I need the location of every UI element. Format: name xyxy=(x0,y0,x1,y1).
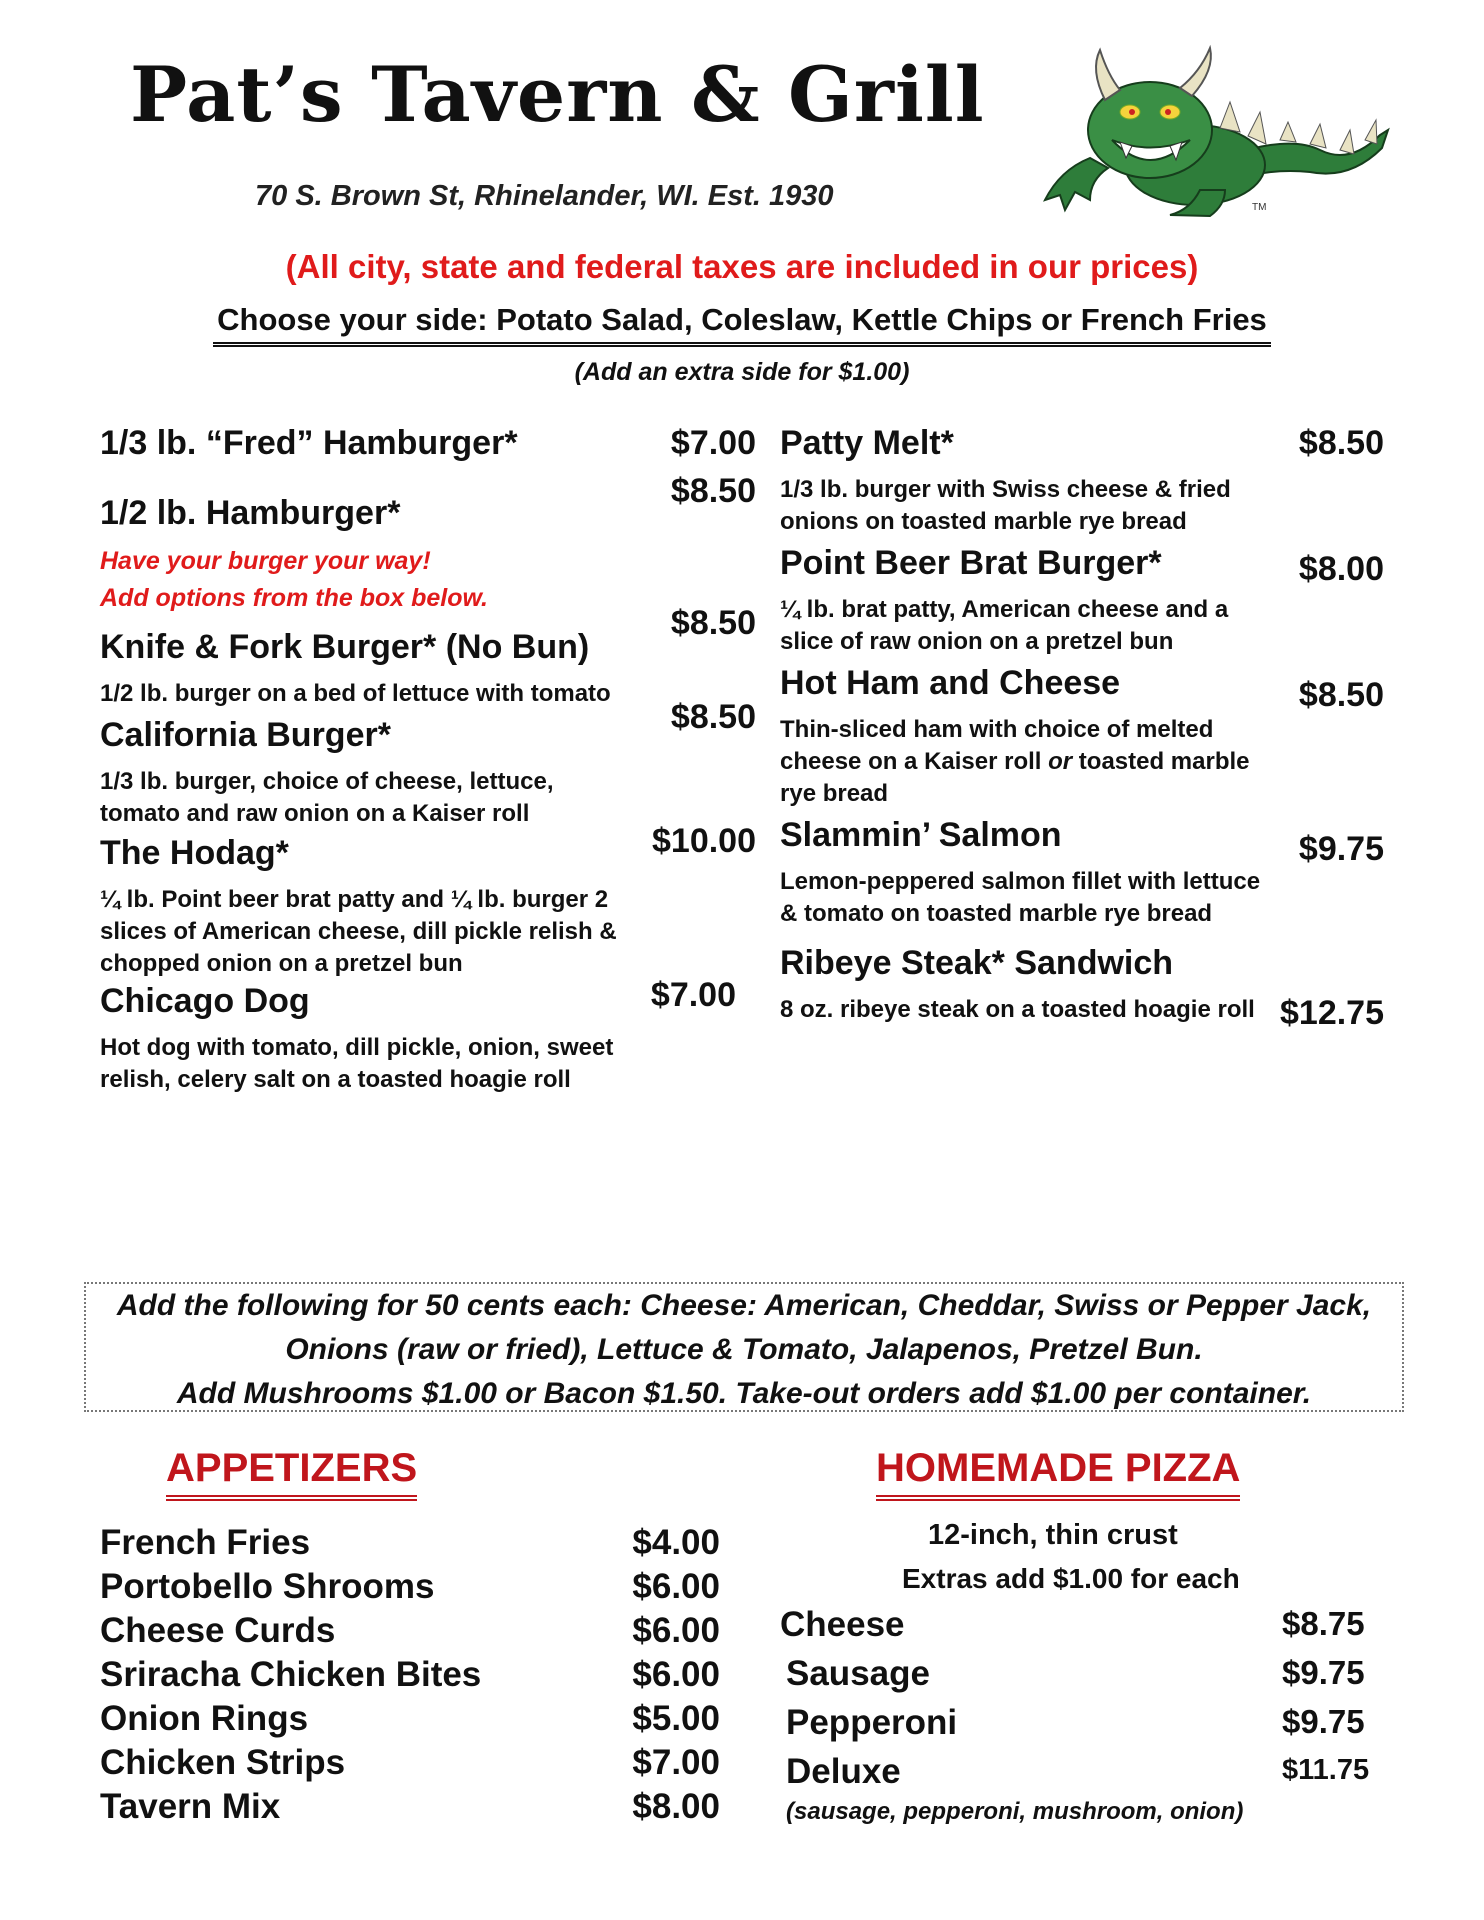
menu-item-price: $10.00 xyxy=(652,822,756,860)
menu-item-name: Patty Melt* xyxy=(780,424,954,462)
pizza-name: Cheese xyxy=(780,1605,905,1644)
menu-item-description: 1/3 lb. burger with Swiss cheese & fried onions on toasted marble rye bread xyxy=(780,476,1231,535)
menu-item-name: Hot Ham and Cheese xyxy=(780,664,1121,702)
burger-note-line: Add options from the box below. xyxy=(100,584,488,612)
sides-notice: Choose your side: Potato Salad, Coleslaw, Kettle Chips or French Fries xyxy=(213,302,1271,347)
appetizer-price: $6.00 xyxy=(632,1567,720,1606)
pizza-deluxe-note: (sausage, pepperoni, mushroom, onion) xyxy=(786,1798,1244,1825)
appetizer-name: Portobello Shrooms xyxy=(100,1567,435,1606)
menu-item-name: California Burger* xyxy=(100,716,391,754)
restaurant-title: Pat’s Tavern & Grill xyxy=(130,50,985,139)
appetizer-price: $6.00 xyxy=(632,1655,720,1694)
appetizer-name: Cheese Curds xyxy=(100,1611,336,1650)
appetizer-price: $5.00 xyxy=(632,1699,720,1738)
addons-line: Add the following for 50 cents each: Cheese: American, Cheddar, Swiss or Pepper Jack, xyxy=(116,1289,1372,1322)
pizza-size-note: 12-inch, thin crust xyxy=(928,1519,1178,1551)
menu-item-description-part: or xyxy=(1048,748,1073,775)
menu-item-description: Lemon-peppered salmon fillet with lettuce & tomato on toasted marble rye bread xyxy=(780,868,1261,927)
menu-item-price: $8.50 xyxy=(1298,676,1384,714)
pizza-extras-note: Extras add $1.00 for each xyxy=(902,1563,1240,1594)
sides-notice-wrap xyxy=(0,302,1484,347)
appetizer-price: $6.00 xyxy=(632,1611,720,1650)
menu-item-price: $7.00 xyxy=(670,424,756,462)
tax-notice: (All city, state and federal taxes are included in our prices) xyxy=(285,248,1199,285)
hodag-dragon-logo-icon xyxy=(1020,40,1390,220)
menu-item-name: Chicago Dog xyxy=(100,982,310,1020)
menu-item-description: 1/3 lb. burger, choice of cheese, lettuce, tomato and raw onion on a Kaiser roll xyxy=(100,768,554,827)
appetizer-name: Sriracha Chicken Bites xyxy=(100,1655,482,1694)
menu-item-name: Knife & Fork Burger* (No Bun) xyxy=(100,628,590,666)
menu-item-description: 1/2 lb. burger on a bed of lettuce with tomato xyxy=(100,680,611,707)
addons-box xyxy=(84,1282,1404,1412)
restaurant-address: 70 S. Brown St, Rhinelander, WI. Est. 1930 xyxy=(255,180,834,212)
appetizer-name: Onion Rings xyxy=(100,1699,309,1738)
pizza-name: Sausage xyxy=(786,1654,930,1693)
menu-item-name: The Hodag* xyxy=(100,834,289,872)
menu-item-name: 1/3 lb. “Fred” Hamburger* xyxy=(100,424,518,462)
menu-item-name: Point Beer Brat Burger* xyxy=(780,544,1162,582)
menu-item-price: $8.50 xyxy=(670,472,756,510)
pizza-price: $8.75 xyxy=(1282,1605,1365,1642)
appetizer-name: Chicken Strips xyxy=(100,1743,346,1782)
trademark-mark: TM xyxy=(1252,202,1267,213)
menu-item-name: Slammin’ Salmon xyxy=(780,816,1062,854)
menu-item-description-part: Thin-sliced ham with choice of melted cheese on a Kaiser roll xyxy=(780,716,1214,775)
menu-item-name: 1/2 lb. Hamburger* xyxy=(100,494,401,532)
pizza-price: $11.75 xyxy=(1282,1754,1370,1786)
menu-item-description xyxy=(780,714,1250,810)
menu-item-price: $9.75 xyxy=(1298,830,1384,868)
menu-item-price: $8.50 xyxy=(1298,424,1384,462)
menu-item-description: Hot dog with tomato, dill pickle, onion, sweet relish, celery salt on a toasted hoagie roll xyxy=(100,1034,614,1093)
pizza-name: Pepperoni xyxy=(786,1703,958,1742)
menu-item-description: 8 oz. ribeye steak on a toasted hoagie roll xyxy=(780,996,1255,1023)
pizza-price: $9.75 xyxy=(1282,1654,1365,1691)
appetizer-price: $4.00 xyxy=(632,1523,720,1562)
menu-item-description: ¼ lb. brat patty, American cheese and a slice of raw onion on a pretzel bun xyxy=(780,596,1229,655)
appetizers-heading: APPETIZERS xyxy=(166,1446,417,1501)
menu-item-price: $8.50 xyxy=(670,698,756,736)
pizza-heading: HOMEMADE PIZZA xyxy=(876,1446,1240,1501)
appetizer-price: $8.00 xyxy=(632,1787,720,1826)
menu-item-price: $8.00 xyxy=(1298,550,1384,588)
menu-item-price: $12.75 xyxy=(1280,994,1384,1032)
pizza-name: Deluxe xyxy=(786,1752,901,1791)
appetizer-price: $7.00 xyxy=(632,1743,720,1782)
appetizer-name: French Fries xyxy=(100,1523,311,1562)
pizza-price: $9.75 xyxy=(1282,1703,1365,1740)
menu-item-price: $8.50 xyxy=(670,604,756,642)
addons-line: Add Mushrooms $1.00 or Bacon $1.50. Take-out orders add $1.00 per container. xyxy=(176,1377,1312,1410)
menu-item-description: ¼ lb. Point beer brat patty and ¼ lb. burger 2 slices of American cheese, dill pickle relish & chopped onion on a pretzel bun xyxy=(100,886,617,977)
appetizer-name: Tavern Mix xyxy=(100,1787,281,1826)
menu-item-price: $7.00 xyxy=(650,976,736,1014)
extra-side-notice: (Add an extra side for $1.00) xyxy=(574,358,910,386)
menu-item-description-part: toasted marble rye bread xyxy=(780,748,1250,807)
menu-item-name: Ribeye Steak* Sandwich xyxy=(780,944,1174,982)
burger-note-line: Have your burger your way! xyxy=(100,547,431,575)
addons-line: Onions (raw or fried), Lettuce & Tomato, Jalapenos, Pretzel Bun. xyxy=(285,1333,1203,1366)
